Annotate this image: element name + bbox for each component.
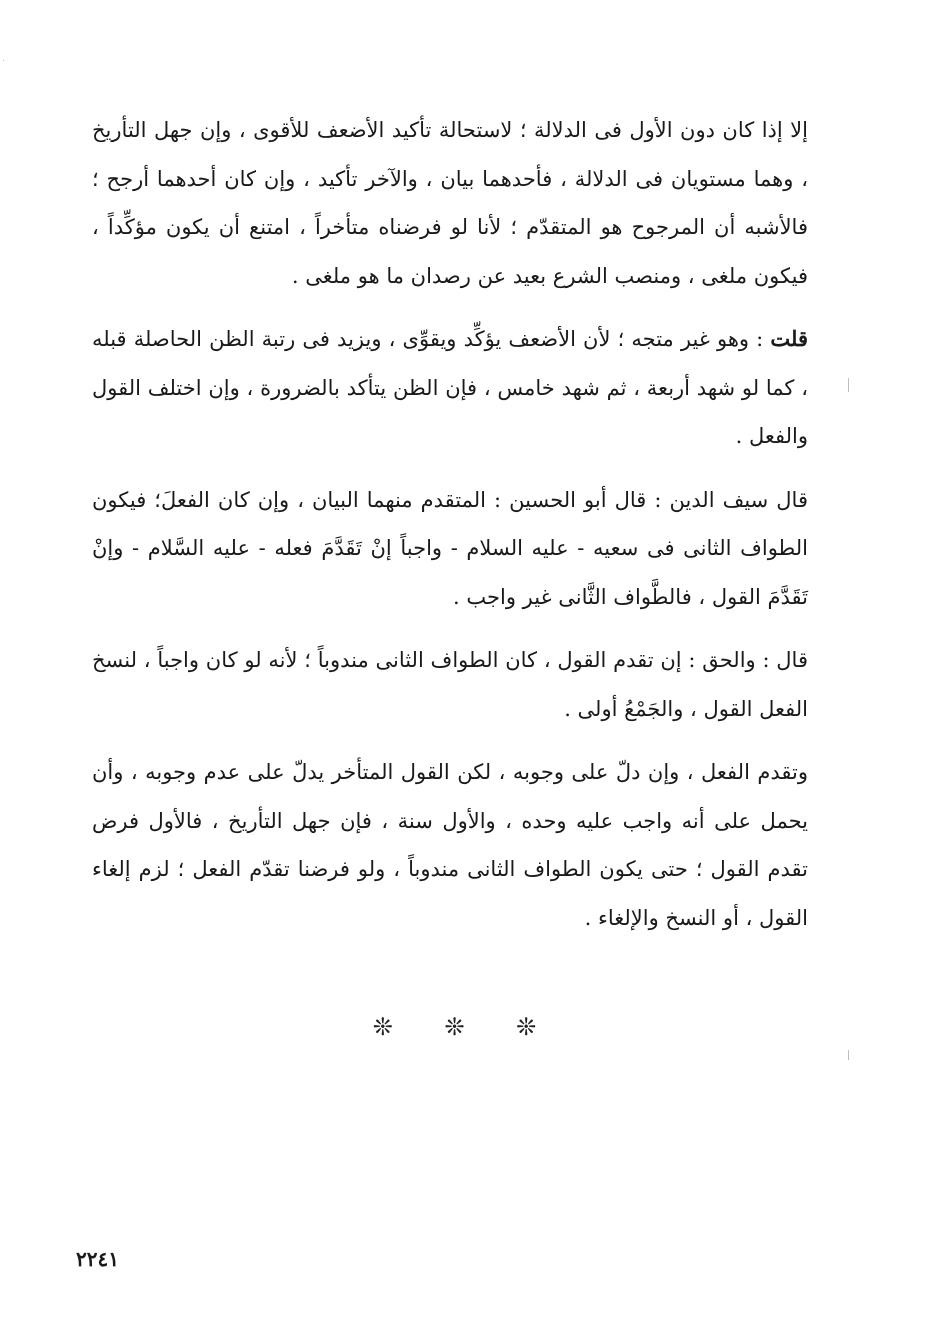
paragraph-4 bbox=[92, 636, 808, 733]
page-number: ٢٢٤١ bbox=[76, 1247, 119, 1271]
right-margin-mark bbox=[848, 378, 849, 392]
paragraph-2 bbox=[92, 315, 808, 461]
paragraph-5-text: وتقدم الفعل ، وإن دلّ على وجوبه ، لكن القول المتأخر يدلّ على عدم وجوبه ، وأن يحمل على أنه واجب عليه وحده ، والأول سنة ، فإن جهل التأريخ ، فالأول فرض تقدم القول ؛ حتى يكون الطواف الثانى مندوباً ، ولو فرضنا تقدّم الفعل ؛ لزم إلغاء القول ، أو النسخ والإلغاء . bbox=[92, 760, 808, 930]
right-margin-mark-lower bbox=[848, 1050, 849, 1060]
paragraph-5 bbox=[92, 748, 808, 942]
body-text bbox=[92, 106, 808, 957]
paragraph-2-text: : وهو غير متجه ؛ لأن الأضعف يؤكِّد ويقوِّى ، ويزيد فى رتبة الظن الحاصلة قبله ، كما لو شهد أربعة ، ثم شهد خامس ، فإن الظن يتأكد بالضرورة ، وإن اختلف القول والفعل . bbox=[92, 327, 808, 448]
paragraph-2-lead: قلت bbox=[770, 326, 808, 351]
left-margin-mark bbox=[3, 60, 4, 61]
section-separator: ❊ ❊ ❊ bbox=[372, 1013, 559, 1041]
paragraph-3-text: قال سيف الدين : قال أبو الحسين : المتقدم منهما البيان ، وإن كان الفعلَ؛ فيكون الطواف الثانى فى سعيه - عليه السلام - واجباً إنْ تَقَدَّمَ فعله - عليه السَّلام - وإنْ تَقَدَّمَ القول ، فالطَّواف الثَّانى غير واجب . bbox=[92, 487, 808, 609]
paragraph-1 bbox=[92, 106, 808, 300]
paragraph-1-text: إلا إذا كان دون الأول فى الدلالة ؛ لاستحالة تأكيد الأضعف للأقوى ، وإن جهل التأريخ ، وهما مستويان فى الدلالة ، فأحدهما بيان ، والآخر تأكيد ، وإن كان أحدهما أرجح ؛ فالأشبه أن المرجوح هو المتقدّم ؛ لأنا لو فرضناه متأخراً ، امتنع أن يكون مؤكِّداً ، فيكون ملغى ، ومنصب الشرع بعيد عن رصدان ما هو ملغى . bbox=[92, 118, 808, 288]
paragraph-4-text: قال : والحق : إن تقدم القول ، كان الطواف الثانى مندوباً ؛ لأنه لو كان واجباً ، لنسخ الفعل القول ، والجَمْعُ أولى . bbox=[92, 648, 808, 721]
paragraph-3 bbox=[92, 476, 808, 622]
